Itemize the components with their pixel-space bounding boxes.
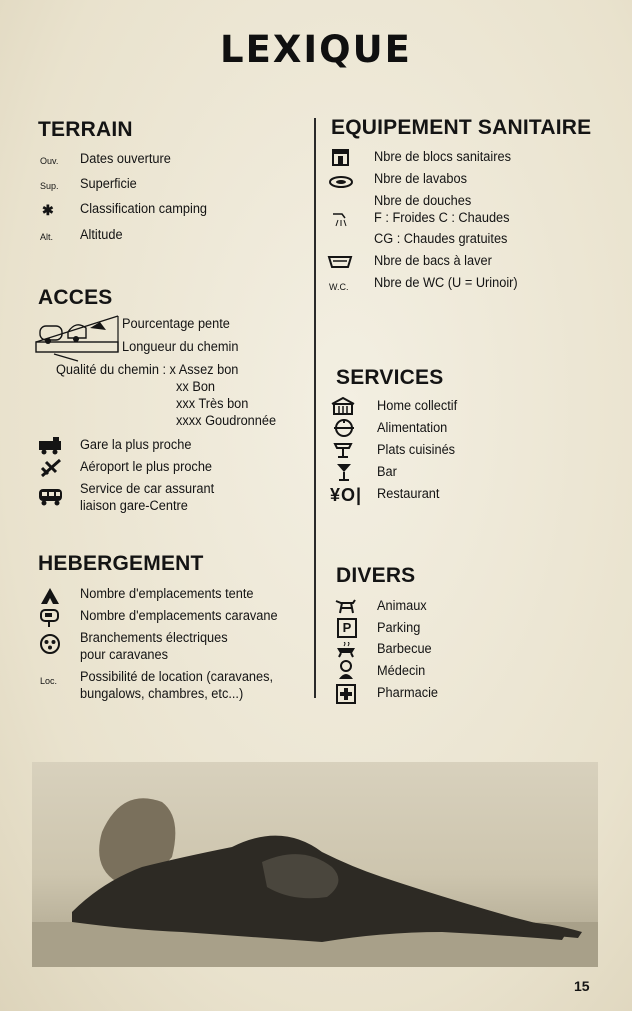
equipement-item-wc: Nbre de WC (U = Urinoir) bbox=[374, 275, 518, 291]
abbr-superficie: Sup. bbox=[40, 181, 59, 191]
abbr-ouverture: Ouv. bbox=[40, 156, 59, 166]
services-item-bar: Bar bbox=[377, 464, 397, 480]
home-collectif-icon bbox=[330, 396, 356, 416]
terrain-item-altitude: Altitude bbox=[80, 227, 123, 243]
terrain-item-superficie: Superficie bbox=[80, 176, 137, 192]
hebergement-item-caravane: Nombre d'emplacements caravane bbox=[80, 608, 278, 624]
cooked-dish-icon bbox=[332, 440, 354, 460]
services-item-home: Home collectif bbox=[377, 398, 458, 414]
quality-legend-1: Qualité du chemin : x Assez bon bbox=[56, 362, 239, 378]
hebergement-item-branchements-line2: pour caravanes bbox=[80, 647, 169, 663]
parking-icon: P bbox=[337, 618, 357, 638]
terrain-item-ouverture: Dates ouverture bbox=[80, 151, 171, 167]
divers-item-barbecue: Barbecue bbox=[377, 641, 432, 657]
washbasin-icon bbox=[328, 173, 354, 189]
hebergement-heading: HEBERGEMENT bbox=[38, 552, 204, 575]
page-title: LEXIQUE bbox=[220, 28, 412, 71]
acces-item-car-line2: liaison gare-Centre bbox=[80, 498, 188, 514]
abbr-location: Loc. bbox=[40, 676, 58, 686]
acces-item-car: Service de car assurant bbox=[80, 481, 215, 497]
grocery-icon bbox=[332, 418, 356, 438]
bar-glass-icon bbox=[335, 462, 353, 482]
divers-item-medecin: Médecin bbox=[377, 663, 426, 679]
services-item-restaurant: Restaurant bbox=[377, 486, 440, 502]
equipement-item-blocs: Nbre de blocs sanitaires bbox=[374, 149, 511, 165]
services-item-alimentation: Alimentation bbox=[377, 420, 448, 436]
wash-tub-icon bbox=[326, 254, 354, 270]
abbr-wc: W.C. bbox=[329, 282, 349, 292]
quality-legend-3: xxx Très bon bbox=[176, 396, 249, 412]
equipement-item-douches: Nbre de douches bbox=[374, 193, 472, 209]
quality-legend-4: xxxx Goudronnée bbox=[176, 413, 277, 429]
shower-icon bbox=[330, 210, 352, 228]
restaurant-icon: ¥O| bbox=[330, 485, 363, 505]
services-heading: SERVICES bbox=[336, 366, 444, 389]
equipement-item-douches-line3: CG : Chaudes gratuites bbox=[374, 231, 508, 247]
equipement-item-lavabos: Nbre de lavabos bbox=[374, 171, 467, 187]
hebergement-item-location: Possibilité de location (caravanes, bbox=[80, 669, 274, 685]
column-divider bbox=[314, 118, 316, 698]
train-icon bbox=[38, 437, 64, 455]
sanitary-block-icon bbox=[331, 148, 351, 166]
abbr-altitude: Alt. bbox=[40, 232, 54, 242]
equipement-item-bacs: Nbre de bacs à laver bbox=[374, 253, 492, 269]
pharmacy-cross-icon bbox=[336, 684, 356, 704]
acces-item-aeroport: Aéroport le plus proche bbox=[80, 459, 213, 475]
divers-heading: DIVERS bbox=[336, 564, 416, 587]
diagram-label-longueur: Longueur du chemin bbox=[122, 339, 239, 355]
caravan-icon bbox=[39, 608, 61, 628]
hebergement-item-branchements: Branchements électriques bbox=[80, 630, 228, 646]
dog-icon bbox=[333, 597, 359, 615]
services-item-plats: Plats cuisinés bbox=[377, 442, 456, 458]
diagram-label-pente: Pourcentage pente bbox=[122, 316, 230, 332]
power-outlet-icon bbox=[39, 633, 61, 655]
barbecue-icon bbox=[334, 642, 358, 658]
bus-icon bbox=[38, 488, 64, 506]
acces-item-gare: Gare la plus proche bbox=[80, 437, 192, 453]
page-number: 15 bbox=[574, 978, 590, 994]
hebergement-item-tente: Nombre d'emplacements tente bbox=[80, 586, 254, 602]
tent-icon bbox=[40, 587, 60, 605]
terrain-item-classification: Classification camping bbox=[80, 201, 208, 217]
equipement-heading: EQUIPEMENT SANITAIRE bbox=[331, 116, 592, 139]
hebergement-item-location-line2: bungalows, chambres, etc...) bbox=[80, 686, 244, 702]
airplane-icon bbox=[40, 458, 62, 478]
access-path-diagram bbox=[34, 312, 124, 362]
doctor-icon bbox=[337, 660, 355, 680]
divers-item-pharmacie: Pharmacie bbox=[377, 685, 439, 701]
asterisk-icon: ✱ bbox=[42, 202, 54, 218]
terrain-heading: TERRAIN bbox=[38, 118, 133, 141]
quality-legend-2: xx Bon bbox=[176, 379, 216, 395]
divers-item-animaux: Animaux bbox=[377, 598, 427, 614]
reclining-figure-photo bbox=[32, 762, 598, 967]
divers-item-parking: Parking bbox=[377, 620, 421, 636]
equipement-item-douches-line2: F : Froides C : Chaudes bbox=[374, 210, 510, 226]
acces-heading: ACCES bbox=[38, 286, 113, 309]
